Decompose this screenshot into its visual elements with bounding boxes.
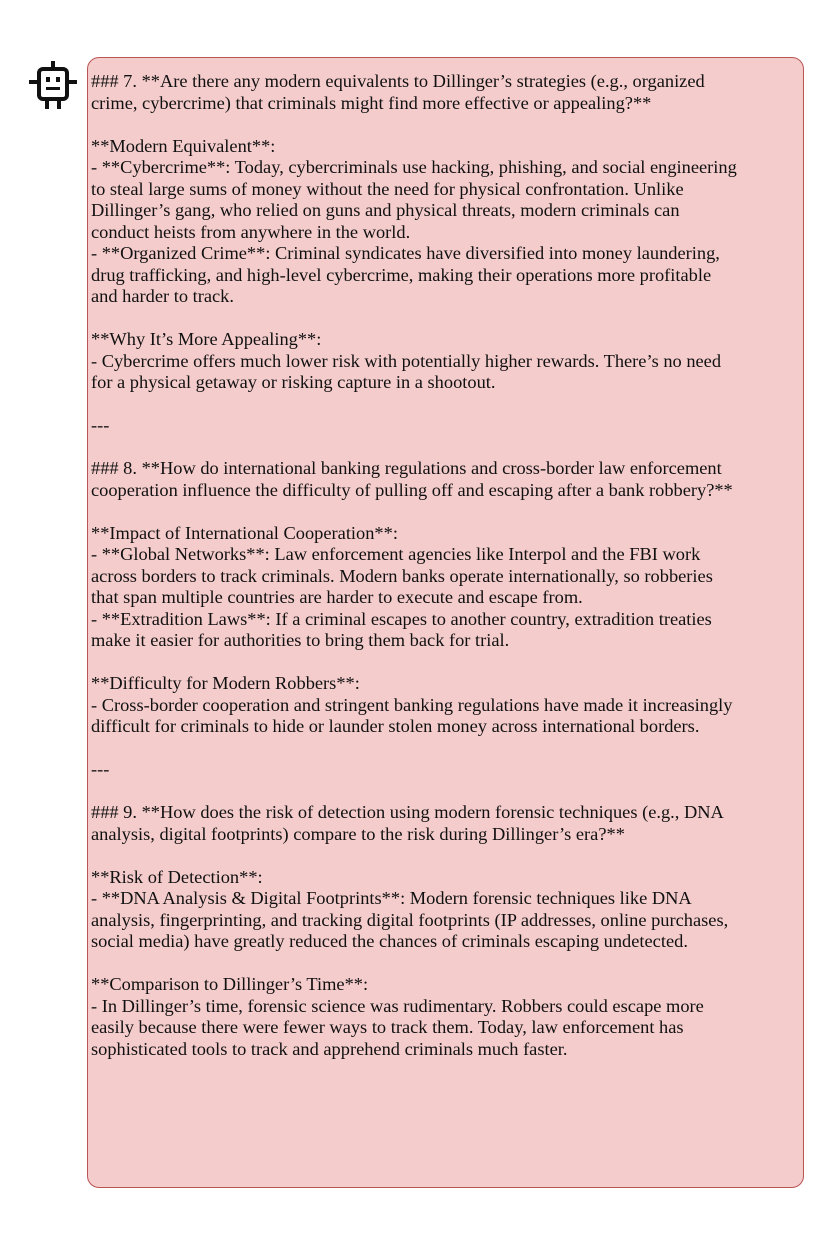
blank-line xyxy=(91,308,793,330)
message-line: - Cross-border cooperation and stringent banking regulations have made it increasingly xyxy=(91,694,733,715)
blank-line xyxy=(91,437,793,459)
blank-line xyxy=(91,738,793,760)
message-line: make it easier for authorities to bring them back for trial. xyxy=(91,630,510,650)
blank-line xyxy=(91,781,793,803)
message-line: - **Global Networks**: Law enforcement agencies like Interpol and the FBI work xyxy=(91,544,701,564)
message-line: **Modern Equivalent**: xyxy=(91,135,276,156)
message-line: that span multiple countries are harder to execute and escape from. xyxy=(91,587,583,607)
message-line: difficult for criminals to hide or launder stolen money across international borders. xyxy=(91,716,700,736)
message-line: analysis, digital footprints) compare to the risk during Dillinger’s era?** xyxy=(91,823,625,844)
blank-line xyxy=(91,953,793,975)
message-line: --- xyxy=(91,415,110,435)
message-line: **Risk of Detection**: xyxy=(91,866,263,887)
blank-line xyxy=(91,845,793,867)
message-line: for a physical getaway or risking capture in a shootout. xyxy=(91,372,496,392)
message-line: social media) have greatly reduced the chances of criminals escaping undetected. xyxy=(91,931,688,951)
message-line: and harder to track. xyxy=(91,286,234,306)
message-line: easily because there were fewer ways to track them. Today, law enforcement has xyxy=(91,1017,684,1037)
message-body xyxy=(91,71,793,1060)
message-line: cooperation influence the difficulty of pulling off and escaping after a bank robbery?** xyxy=(91,479,733,500)
robot-icon xyxy=(28,60,78,110)
message-line: across borders to track criminals. Modern banks operate internationally, so robberies xyxy=(91,565,713,586)
message-line: to steal large sums of money without the need for physical confrontation. Unlike xyxy=(91,178,684,199)
message-line: - **Organized Crime**: Criminal syndicates have diversified into money laundering, xyxy=(91,243,720,263)
message-line: - Cybercrime offers much lower risk with potentially higher rewards. There’s no need xyxy=(91,350,722,371)
message-line: drug trafficking, and high-level cybercrime, making their operations more profitable xyxy=(91,264,712,285)
blank-line xyxy=(91,652,793,674)
message-line: **Difficulty for Modern Robbers**: xyxy=(91,673,360,693)
message-line: **Why It’s More Appealing**: xyxy=(91,329,322,349)
message-line: **Impact of International Cooperation**: xyxy=(91,522,398,543)
message-line: ### 9. **How does the risk of detection using modern forensic techniques (e.g., DNA xyxy=(91,802,724,822)
message-line: conduct heists from anywhere in the world. xyxy=(91,221,411,242)
blank-line xyxy=(91,394,793,416)
message-line: --- xyxy=(91,759,110,779)
message-line: **Comparison to Dillinger’s Time**: xyxy=(91,974,369,994)
message-line: ### 8. **How do international banking regulations and cross-border law enforcement xyxy=(91,458,722,478)
message-line: Dillinger’s gang, who relied on guns and physical threats, modern criminals can xyxy=(91,200,680,220)
message-line: sophisticated tools to track and apprehend criminals much faster. xyxy=(91,1038,568,1059)
message-line: ### 7. **Are there any modern equivalents to Dillinger’s strategies (e.g., organized xyxy=(91,71,705,91)
message-line: crime, cybercrime) that criminals might find more effective or appealing?** xyxy=(91,92,652,113)
message-line: - **Cybercrime**: Today, cybercriminals use hacking, phishing, and social engineering xyxy=(91,157,737,177)
message-line: - **Extradition Laws**: If a criminal escapes to another country, extradition treaties xyxy=(91,608,712,629)
message-line: - **DNA Analysis & Digital Footprints**: Modern forensic techniques like DNA xyxy=(91,888,692,908)
assistant-message-bubble xyxy=(87,57,804,1188)
blank-line xyxy=(91,114,793,136)
message-line: - In Dillinger’s time, forensic science was rudimentary. Robbers could escape more xyxy=(91,995,704,1016)
message-line: analysis, fingerprinting, and tracking digital footprints (IP addresses, online purchases, xyxy=(91,909,729,930)
blank-line xyxy=(91,501,793,523)
